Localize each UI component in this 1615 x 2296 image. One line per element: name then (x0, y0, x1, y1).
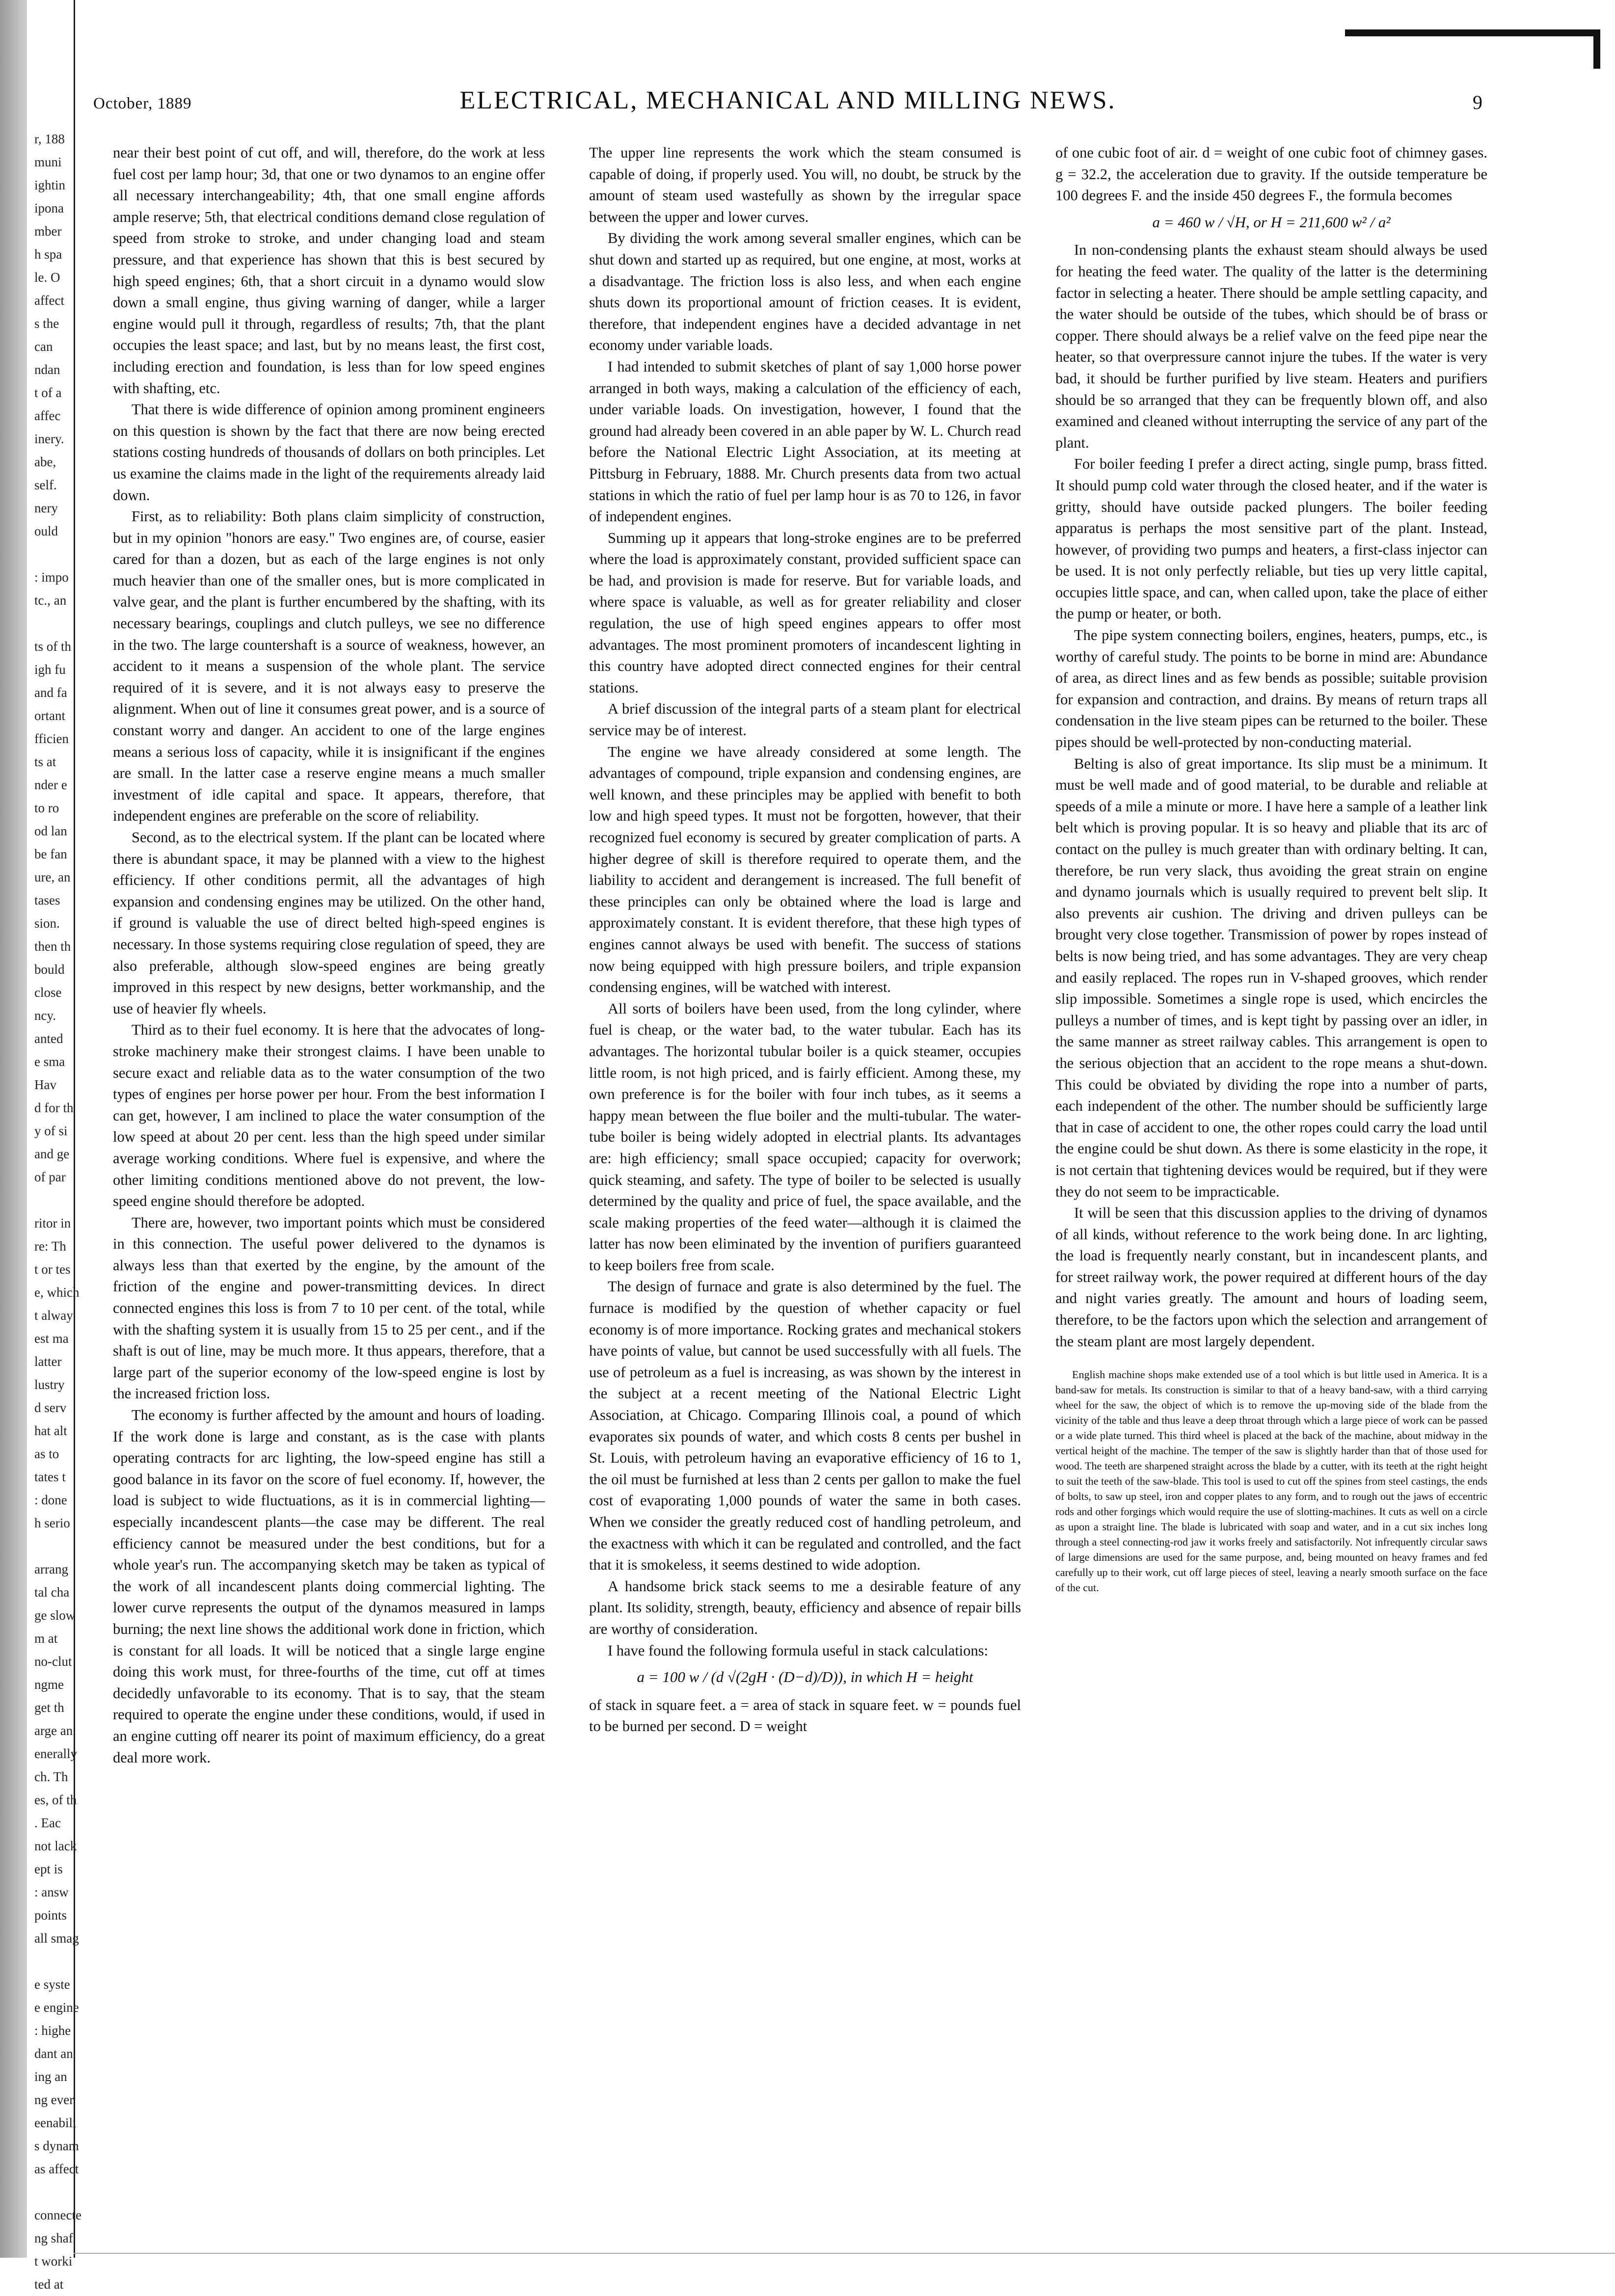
paragraph: For boiler feeding I prefer a direct acting, single pump, brass fitted. It should pump cold water through the closed heater, and if the water is gritty, should have outside packed plungers. The boiler feeding apparatus is perhaps the most sensitive part of the plant. Instead, however, of providing two pumps and heaters, a first-class injector can be used. It is not only perfectly reliable, but ties up very little capital, occupies little space, and can, when called upon, take the place of either the pump or heater, or both. (1055, 455, 1487, 622)
paragraph: Second, as to the electrical system. If the plant can be located where there is abundant space, it may be planned with a view to the highest efficiency. If other conditions permit, all the advantages of high expansion and condensing engines may be utilized. On the other hand, if ground is valuable the use of direct belted high-speed engines is necessary. In those systems requiring close regulation of speed, they are also preferable, although slow-speed engines are being greatly improved in this respect by new designs, better workmanship, and the use of heavier fly wheels. (113, 829, 545, 1017)
gutter-fragment: ure, an (34, 870, 71, 884)
gutter-fragment: enerally (34, 1746, 77, 1761)
gutter-fragment: inery. (34, 431, 64, 446)
gutter-fragment: hat alt (34, 1423, 67, 1438)
paragraph: All sorts of boilers have been used, from the long cylinder, where fuel is cheap, or the water bad, to the water tubular. Each has its advantages. The horizontal tubular boiler is a quick steamer, occupies little room, is not high priced, and is fairly efficient. Among these, my own preference is for the boiler with four inch tubes, as it seems a happy mean between the flue boiler and the multi-tubular. The water-tube boiler is being widely adopted in electrial plants. Its advantages are: high efficiency; small space occupied; capacity for overwork; quick steaming, and safety. The type of boiler to be selected is usually determined by the quality and price of fuel, the space available, and the scale making properties of the feed water—although it is claimed the latter has now been eliminated by the invention of purifiers guaranteed to keep boilers free from scale. (589, 1000, 1021, 1274)
gutter-fragment: : answ (34, 1885, 69, 1899)
gutter-fragment (34, 1950, 74, 1973)
stack-formula: a = 100 w / (d √(2gH · (D−d)/D)), in which H = height (637, 1668, 973, 1686)
paragraph: Belting is also of great importance. Its slip must be a minimum. It must be well made and of good material, to be durable and reliable at speeds of a mile a minute or more. I have here a sample of a leather link belt which is proving popular. It is so heavy and pliable that its arc of contact on the pulley is much greater than with ordinary belting. It can, therefore, be run very slack, thus avoiding the great strain on engine and dynamo journals which is usually required to prevent belt slip. It also prevents air cushion. The driving and driven pulleys can be brought very close together. Transmission of power by ropes instead of belts is now being tried, and has some advantages. They are very cheap and easily replaced. The ropes run in V-shaped grooves, which render slip impossible. Sometimes a single rope is used, which encircles the pulleys a number of times, and is kept tight by passing over an idler, in the same manner as street railway cables. This arrangement is open to the serious objection that an accident to the rope means a shut-down. This could be obviated by dividing the rope into a number of parts, each independent of the other. The number should be sufficiently large that in case of accident to one, the other ropes could carry the load until the engine could be shut down. As there is some elasticity in the rope, it is not certain that tightening devices would be required, but if they were they do not seem to be impracticable. (1055, 755, 1487, 1200)
paragraph: The economy is further affected by the amount and hours of loading. If the work done is large and constant, as is the case with plants operating contracts for arc lighting, the low-speed engine has still a good balance in its favor on the score of fuel economy. If, however, the load is subject to wide fluctuations, as it is in commercial lighting—especially incandescent plants—the case may be different. The real efficiency cannot be measured under the best conditions, but for a whole year's run. The accompanying sketch may be taken as typical of the work of all incandescent plants doing commercial lighting. The lower curve represents the output of the dynamos measured in lamps burning; the next line shows the additional work done in friction, which is constant for all loads. It will be noticed that a single large engine doing this work must, for three-fourths of the time, cut off at times decidedly unfavorable to its economy. That is to say, that the steam required to operate the engine under these conditions, would, if used in an engine cutting off nearer its point of maximum efficiency, do a great deal more work. (113, 1407, 545, 1766)
paragraph: I had intended to submit sketches of plant of say 1,000 horse power arranged in both ways, making a calculation of the efficiency of each, under variable loads. On investigation, however, I found that the ground had already been covered in an able paper by W. L. Church read before the National Electric Light Association, at its meeting at Pittsburg in February, 1888. Mr. Church presents data from two actual stations in which the ratio of fuel per lamp hour is as 70 to 126, in favor of independent engines. (589, 358, 1021, 525)
gutter-fragment: arrang (34, 1562, 68, 1576)
gutter-fragment: and ge (34, 1147, 70, 1161)
gutter-fragment: of par (34, 1170, 66, 1184)
gutter-fragment: le. O (34, 270, 60, 285)
gutter-fragment (34, 1189, 74, 1212)
gutter-fragment (34, 1535, 74, 1558)
gutter-fragment: to ro (34, 801, 59, 815)
publication-title: ELECTRICAL, MECHANICAL AND MILLING NEWS. (459, 86, 1116, 114)
gutter-fragment: t or tes (34, 1262, 71, 1277)
page-number: 9 (1473, 91, 1482, 113)
gutter-fragment: : impo (34, 570, 69, 585)
gutter-fragment: tc., an (34, 593, 67, 608)
gutter-fragment: fficien (34, 731, 69, 746)
gutter-fragment: ipona (34, 201, 64, 215)
gutter-fragment: ts at (34, 754, 56, 769)
gutter-fragment (34, 612, 74, 635)
page-bottom-edge (74, 2253, 1615, 2254)
paragraph: Summing up it appears that long-stroke engines are to be preferred where the load is approximately constant, provided sufficient space can be had, and provision is made for reserve. But for variable loads, and where space is valuable, as well as for greater reliability and closer regulation, the use of high speed engines appears to offer most advantages. The most prominent promoters of incandescent lighting in this country have adopted direct connected engines for their central stations. (589, 529, 1021, 696)
gutter-fragment: e, which (34, 1285, 80, 1300)
gutter-fragment: be fan (34, 847, 67, 861)
gutter-fragment: arge an (34, 1723, 73, 1738)
gutter-fragment: ted at (34, 2277, 64, 2292)
gutter-fragment: not lack (34, 1839, 77, 1853)
paragraph: A brief discussion of the integral parts of a steam plant for electrical service may be of interest. (589, 700, 1021, 739)
gutter-fragment: m at (34, 1631, 58, 1646)
simplified-stack-formula: a = 460 w / √H, or H = 211,600 w² / a² (1152, 213, 1391, 231)
gutter-fragment: ightin (34, 178, 66, 192)
gutter-fragment: d serv (34, 1400, 67, 1415)
gutter-fragment: eenabili (34, 2115, 77, 2130)
gutter-fragment: as to (34, 1446, 59, 1461)
gutter-fragment: e engine (34, 2000, 79, 2015)
paragraph: The design of furnace and grate is also determined by the fuel. The furnace is modified by the question of whether capacity or fuel economy is of more importance. Rocking grates and mechanical stokers have points of value, but cannot be used successfully with all fuels. The use of petroleum as a fuel is increasing, as was shown by the interest in the subject at a recent meeting of the National Electric Light Association, at Chicago. Comparing Illinois coal, a pound of which evaporates six pounds of water, and which costs 8 cents per bushel in St. Louis, with petroleum having an evaporative efficiency of 16 to 1, the oil must be furnished at less than 2 cents per gallon to make the fuel cost of evaporating 1,000 pounds of water the same in both cases. When we consider the greatly reduced cost of handling petroleum, and the exactness with which it can be regulated and controlled, and the fact that it is smokeless, it seems destined to wide adoption. (589, 1278, 1021, 1574)
gutter-fragment: t worki (34, 2254, 73, 2269)
gutter-fragment (34, 543, 74, 566)
paragraph: In non-condensing plants the exhaust steam should always be used for heating the feed water. The quality of the latter is the determining factor in selecting a heater. There should be ample settling capacity, and the water should be outside of the tubes, which should be of brass or copper. There should always be a relief valve on the feed pipe near the heater, so that overpressure cannot injure the tubes. If the water is very bad, it should be further purified by live steam. Heaters and purifiers should be so arranged that they can be frequently blown off, and also examined and cleaned without interrupting the service of any part of the plant. (1055, 241, 1487, 451)
gutter-fragment: y of si (34, 1123, 68, 1138)
left-page-gutter (0, 0, 81, 2292)
gutter-fragment: ndan (34, 362, 60, 377)
corner-mark-post (1593, 29, 1600, 69)
gutter-fragment: bould (34, 962, 65, 977)
gutter-fragment: abe, (34, 454, 56, 469)
gutter-fragment: tates t (34, 1469, 66, 1484)
gutter-fragment: nery (34, 501, 58, 515)
corner-mark-bar (1345, 29, 1600, 36)
gutter-fragment: ing an (34, 2069, 67, 2084)
paragraph: That there is wide difference of opinion among prominent engineers on this question is shown by the fact that there are now being erected stations costing hundreds of thousands of dollars on both principles. Let us examine the claims made in the light of the requirements already laid down. (113, 401, 545, 504)
paragraph: of stack in square feet. a = area of stack in square feet. w = pounds fuel to be burned per second. D = weight (589, 1696, 1021, 1735)
gutter-fragment: ritor in (34, 1216, 71, 1230)
binding-shadow (0, 0, 27, 2258)
gutter-fragment: . Eac (34, 1815, 61, 1830)
gutter-fragment: od lan (34, 824, 67, 838)
gutter-fragment: h serio (34, 1516, 70, 1530)
gutter-fragment: affect (34, 293, 64, 308)
gutter-fragment: ts of th (34, 639, 72, 654)
paragraph: First, as to reliability: Both plans claim simplicity of construction, but in my opinion "honors are easy." Two engines are, of course, easier cared for than a dozen, but as each of the large engines is not only much heavier than one of the smaller ones, but is more complicated in valve gear, and the plant is further encumbered by the shafting, with its necessary bearings, couplings and clutch pulleys, we see no difference in the two. The large countershaft is a source of weakness, however, an accident to it means a suspension of the whole plant. The service required of it is severe, and it is not always easy to preserve the alignment. When out of line it consumes great power, and is a source of constant worry and danger. An accident to one of the large engines means a serious loss of capacity, while it is insignificant if the engines are small. In the latter case a reserve engine means a much smaller investment of idle capital and space. It appears, therefore, that independent engines are preferable on the score of reliability. (113, 508, 545, 825)
gutter-fragment (34, 2181, 74, 2204)
gutter-fragment: anted (34, 1031, 63, 1046)
gutter-fragment: s the (34, 316, 59, 331)
gutter-fragment: e sma (34, 1054, 65, 1069)
gutter-fragment: ept is (34, 1862, 63, 1876)
paragraph: There are, however, two important points which must be considered in this connection. The useful power delivered to the dynamos is always less than that exerted by the engine, by the amount of the friction of the engine and power-transmitting devices. In direct connected engines this loss is from 7 to 10 per cent. of the total, while with the shafting system it is usually from 15 to 25 per cent., and if the shaft is out of line, may be much more. It thus appears, therefore, that a large part of the superior economy of the low-speed engine is lost by the increased friction loss. (113, 1214, 545, 1402)
gutter-fragment: lustry (34, 1377, 65, 1392)
paragraph: I have found the following formula useful in stack calculations: (608, 1642, 988, 1659)
gutter-fragment: ould (34, 524, 58, 538)
paragraph: By dividing the work among several smaller engines, which can be shut down and started up as required, but one engine, at most, works at a disadvantage. The friction loss is also less, and when each engine shuts down its proportional amount of friction ceases. It is evident, therefore, that independent engines have a decided advantage in net economy under variable loads. (589, 230, 1021, 354)
gutter-fragment: ch. Th (34, 1769, 68, 1784)
gutter-fragment: self. (34, 478, 57, 492)
gutter-fragment: : done (34, 1493, 67, 1507)
gutter-fragment: tal cha (34, 1585, 70, 1600)
gutter-fragment: latter (34, 1354, 62, 1369)
gutter-fragment: est ma (34, 1331, 69, 1346)
gutter-fragment: re: Th (34, 1239, 66, 1254)
band-saw-note (1055, 1367, 1487, 1595)
paragraph: The engine we have already considered at some length. The advantages of compound, triple expansion and condensing engines, are well known, and these principles may be applied with benefit to both low and high speed types. It must not be forgotten, however, that their recognized fuel economy is secured by greater complication of parts. A higher degree of skill is therefore required to operate them, and the liability to accident and derangement is increased. The full benefit of these principles can only be obtained where the load is large and approximately constant. It is evident therefore, that these high types of engines cannot always be used with benefit. The success of stations now being equipped with high pressure boilers, and triple expansion condensing engines, will be watched with interest. (589, 743, 1021, 996)
gutter-fragment: get th (34, 1700, 64, 1715)
gutter-fragment: and fa (34, 685, 67, 700)
gutter-fragment: : highe (34, 2023, 71, 2038)
gutter-fragment: ng shaf (34, 2231, 73, 2245)
adjacent-page-fragments (34, 128, 81, 2292)
gutter-fragment: can (34, 339, 53, 354)
gutter-fragment: close (34, 985, 62, 1000)
paragraph: The upper line represents the work which the steam consumed is capable of doing, if properly used. You will, no doubt, be struck by the amount of steam used wastefully as shown by the irregular space between the upper and lower curves. (589, 144, 1021, 225)
gutter-fragment: nder e (34, 777, 67, 792)
gutter-fragment: all smag (34, 1931, 79, 1946)
gutter-fragment: h spa (34, 247, 62, 262)
gutter-fragment: d for th (34, 1100, 74, 1115)
gutter-fragment: points (34, 1908, 67, 1922)
paragraph: of one cubic foot of air. d = weight of one cubic foot of chimney gases. g = 32.2, the acceleration due to gravity. If the outside temperature be 100 degrees F. and the inside 450 degrees F., the formula becomes (1055, 144, 1487, 204)
gutter-fragment: as affect (34, 2162, 79, 2176)
gutter-fragment: dant an (34, 2046, 73, 2061)
gutter-fragment: tases (34, 893, 60, 908)
corner-scan-mark (1340, 0, 1615, 69)
gutter-fragment: ng ever (34, 2092, 74, 2107)
paragraph: A handsome brick stack seems to me a desirable feature of any plant. Its solidity, strength, beauty, efficiency and absence of repair bills are worthy of consideration. (589, 1577, 1021, 1637)
gutter-fragment: then th (34, 939, 71, 954)
gutter-fragment: mber (34, 224, 62, 239)
note-paragraph: English machine shops make extended use of a tool which is but little used in America. It is a band-saw for metals. Its construction is similar to that of a heavy band-saw, with a third carrying wheel for the saw, the object of which is to remove the up-moving side of the blade from the vicinity of the table and thus leave a deep throat through which a large piece of work can be passed or a wide plate turned. This third wheel is placed at the back of the machine, about midway in the vertical height of the machine. The temper of the saw is slightly harder than that of those used for wood. The teeth are sharpened straight across the blade by a cutter, with its teeth at the right height to suit the teeth of the saw-blade. This tool is used to cut off the spines from steel castings, the ends of bolts, to saw up steel, iron and copper plates to any form, and to rough out the jaws of eccentric rods and other forgings which would require the use of slotting-machines. It cuts as well on a circle as upon a straight line. The blade is lubricated with soap and water, and in a cut six inches long through a steel connecting-rod jaw it works freely and satisfactorily. Not infrequently circular saws of large dimensions are used for the same purpose, and, being mounted on heavy frames and fed carefully up to their work, cut off large pieces of steel, leaving a nearly smooth surface on the face of the cut. (1055, 1368, 1487, 1594)
gutter-fragment: ncy. (34, 1008, 56, 1023)
gutter-fragment: es, of th (34, 1792, 77, 1807)
gutter-fragment: ortant (34, 708, 65, 723)
paragraph: The pipe system connecting boilers, engines, heaters, pumps, etc., is worthy of careful study. The points to be borne in mind are: Abundance of area, as direct lines and as few bends as possible; suitable provision for expansion and contraction, and drains. By means of return traps all condensation in the live steam pipes can be returned to the boiler. These pipes should be well-protected by non-conducting material. (1055, 627, 1487, 751)
gutter-fragment: Hav (34, 1077, 56, 1092)
paragraph: Third as to their fuel economy. It is here that the advocates of long-stroke machinery make their strongest claims. I have been unable to secure exact and reliable data as to the water consumption of the two types of engines per horse power per hour. From the best information I can get, however, I am inclined to place the water consumption of the low speed at about 20 per cent. less than the high speed under similar average working conditions. Where fuel is expensive, and where the other limiting conditions mentioned above do not prevent, the low-speed engine should therefore be adopted. (113, 1021, 545, 1210)
gutter-fragment: r, 188 (34, 132, 65, 146)
gutter-fragment: affec (34, 408, 61, 423)
paragraph: It will be seen that this discussion applies to the driving of dynamos of all kinds, without reference to the work being done. In arc lighting, the load is frequently nearly constant, but in incandescent plants, and for street railway work, the power required at different hours of the day and night varies greatly. The amount and hours of loading seem, therefore, to be the factors upon which the selection and arrangement of the steam plant are most largely dependent. (1055, 1204, 1487, 1350)
gutter-fragment: e syste (34, 1977, 70, 1992)
gutter-fragment: ngme (34, 1677, 64, 1692)
gutter-fragment: connecte (34, 2208, 81, 2222)
gutter-fragment: sion. (34, 916, 60, 931)
issue-date: October, 1889 (93, 95, 192, 112)
text-column-1 (113, 142, 545, 1768)
gutter-fragment: s dynam (34, 2138, 79, 2153)
text-column-2 (589, 142, 1021, 1737)
gutter-fragment: muni (34, 155, 62, 169)
gutter-fragment: no-clut (34, 1654, 72, 1669)
gutter-fragment: t alway (34, 1308, 73, 1323)
paragraph: near their best point of cut off, and will, therefore, do the work at less fuel cost per lamp hour; 3d, that one or two dynamos to an engine offer all necessary interchangeability; 4th, that one small engine affords ample reserve; 5th, that electrical conditions demand close regulation of speed from stroke to stroke, and under changing load and steam pressure, and that experience has shown that this is best secured by high speed engines; 6th, that a short circuit in a dynamo would slow down a small engine, thus giving warning of danger, while a larger engine would pull it through, regardless of results; 7th, that the plant occupies the least space; and last, but by no means least, the first cost, including erection and foundation, is less than for low speed engines with shafting, etc. (113, 144, 545, 397)
gutter-fragment: igh fu (34, 662, 66, 677)
gutter-fragment: ge slow (34, 1608, 76, 1623)
page-header (93, 86, 1482, 120)
text-column-3 (1055, 142, 1487, 1595)
gutter-fragment: t of a (34, 385, 62, 400)
